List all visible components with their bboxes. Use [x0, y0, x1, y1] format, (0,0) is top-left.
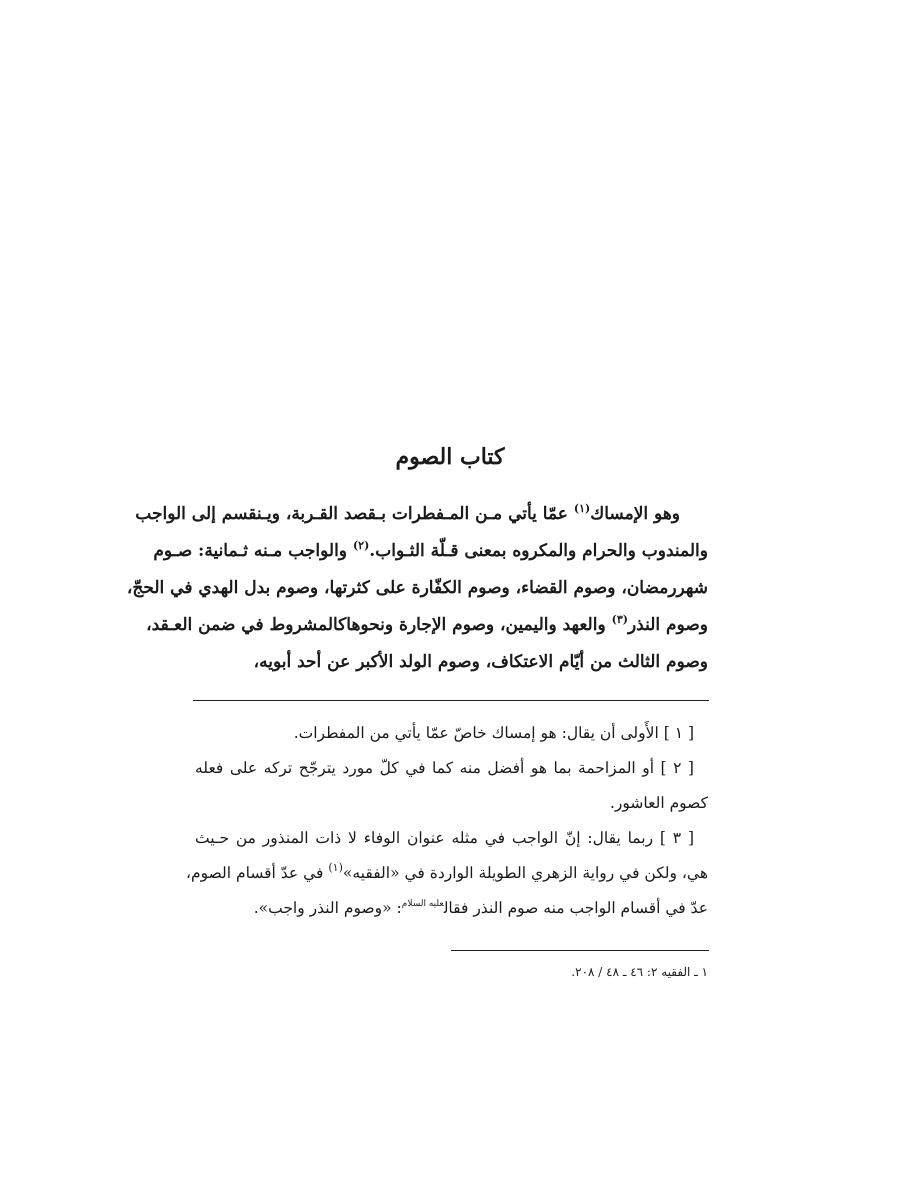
footnote-ref-1: (١) [573, 502, 591, 515]
main-text: عمّا يأتي مـن المـفطرات بـقصد القـربة، ويـنقسم إلى الواجب [135, 504, 574, 524]
footnote-line: [ ٣ ] ربما يقال: إنّ الواجب في مثله عنوان الوفاء لا ذات المنذور من حـيث [195, 829, 694, 847]
main-text: وهو الإمساك [590, 504, 680, 524]
honorific-symbol: عليه السلام [401, 899, 444, 909]
main-paragraph [126, 496, 708, 681]
footnote-ref-2: (٢) [352, 539, 370, 552]
main-line-1 [135, 496, 708, 533]
footnote-line: [ ٢ ] أو المزاحمة بما هو أفضل منه كما في كلّ مورد يترجّح تركه على فعله [195, 759, 694, 777]
footnote-1 [195, 716, 708, 751]
footnote-line: كصوم العاشور. [610, 794, 708, 812]
chapter-title: كتاب الصوم [395, 444, 505, 470]
source-ref-1: (١) [328, 861, 343, 874]
footnote-text: هي، ولكن في رواية الزهري الطويلة الواردة في «الفقيه» [342, 864, 708, 882]
main-text: والمندوب والحرام والمكروه بمعنى قـلّة الثـواب. [369, 541, 708, 561]
main-line-5: وصوم الثالث من أيّام الاعتكاف، وصوم الولد الأكبر عن أحد أبويه، [253, 652, 708, 672]
main-line-2 [153, 533, 708, 570]
footnote-ref-3: (٣) [611, 613, 628, 626]
footnote-text: : «وصوم النذر واجب». [253, 899, 402, 917]
source-citation: ١ ـ الفقيه ٢: ٤٦ ـ ٤٨ / ٢٠٨. [571, 965, 708, 979]
main-text: وصوم النذر [627, 615, 708, 635]
footnote-line [195, 891, 708, 926]
footnote-divider [193, 700, 709, 701]
footnotes [186, 716, 708, 926]
main-line-3: شهررمضان، وصوم القضاء، وصوم الكفّارة على كثرتها، وصوم بدل الهدي في الحجّ، [126, 578, 708, 598]
footnote-3 [186, 821, 708, 926]
footnote-line: [ ١ ] الأَولى أن يقال: هو إمساك خاصّ عمّا يأتي من المفطرات. [293, 724, 694, 742]
main-text: والعهد واليمين، وصوم الإجارة ونحوهاكالمشروط في ضمن العـقد، [146, 615, 612, 635]
main-line-4 [146, 607, 708, 644]
main-text: والواجب مـنه ثـمانية: صـوم [153, 541, 353, 561]
footnote-2 [195, 751, 708, 821]
footnote-text: في عدّ أقسام الصوم، [186, 864, 329, 882]
footnote-text: عدّ في أقسام الواجب منه صوم النذر فقال [443, 899, 708, 917]
footnote-line [186, 856, 708, 891]
source-divider [451, 950, 709, 951]
